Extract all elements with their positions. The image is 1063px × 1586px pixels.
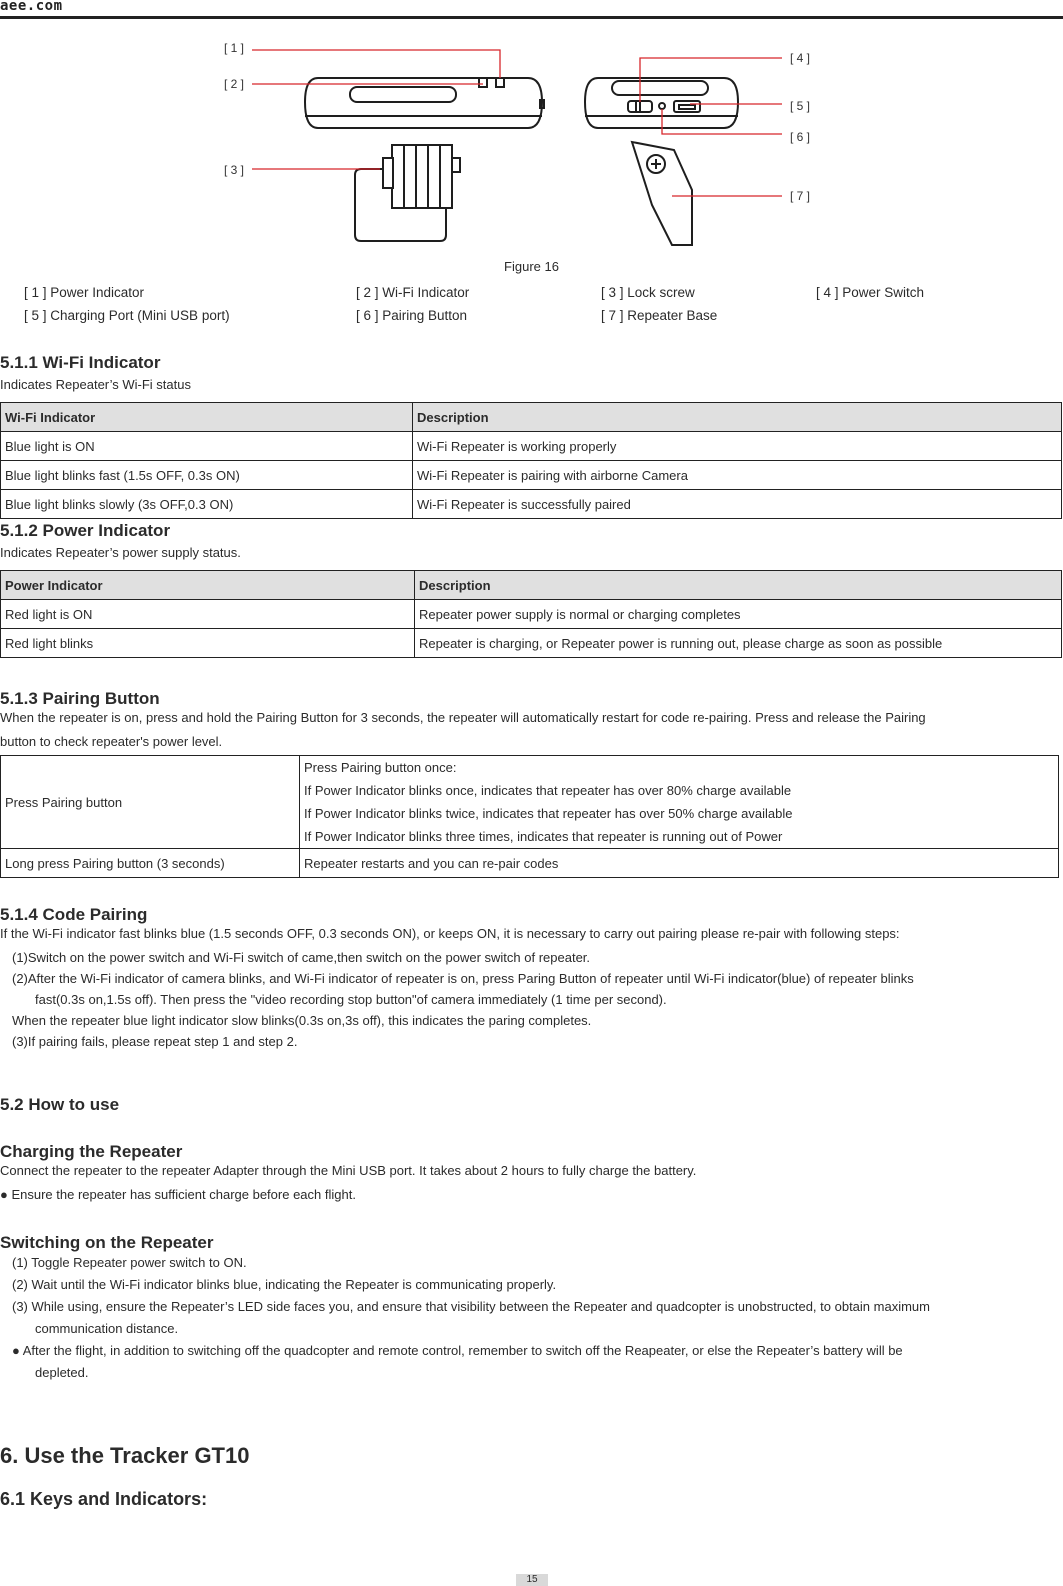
section-subtitle: Indicates Repeater’s power supply status. — [0, 545, 241, 560]
table-cell: Repeater is charging, or Repeater power is running out, please charge as soon as possible — [415, 629, 1062, 658]
step-line: (2) Wait until the Wi-Fi indicator blinks blue, indicating the Repeater is communicating properly. — [12, 1277, 557, 1292]
table-header-cell: Description — [415, 571, 1062, 600]
table-cell: Blue light blinks slowly (3s OFF,0.3 ON) — [1, 490, 413, 519]
table-row — [1, 600, 1062, 629]
header-rule — [0, 16, 1063, 19]
cell-line: Press Pairing button once: — [304, 760, 457, 775]
table-cell: Repeater power supply is normal or charging completes — [415, 600, 1062, 629]
table-header-cell: Wi-Fi Indicator — [1, 403, 413, 432]
section-heading: Charging the Repeater — [0, 1142, 183, 1161]
step-line: (1) Toggle Repeater power switch to ON. — [12, 1255, 247, 1270]
section-heading: 5.1.4 Code Pairing — [0, 905, 148, 924]
table-row — [1, 490, 1062, 519]
legend-item: [ 4 ] Power Switch — [816, 285, 925, 300]
callout-7-label: [ 7 ] — [790, 189, 811, 203]
step-line: (1)Switch on the power switch and Wi-Fi switch of came,then switch on the power switch of repeater. — [12, 950, 591, 965]
section-heading: 5.1.3 Pairing Button — [0, 689, 160, 708]
bullet-line: depleted. — [35, 1365, 89, 1380]
table-cell: Repeater restarts and you can re-pair codes — [300, 849, 1059, 878]
table-row — [1, 629, 1062, 658]
step-line: fast(0.3s on,1.5s off). Then press the "video recording stop button"of camera immediately (1 time per second). — [35, 992, 667, 1007]
bullet-line: ● After the flight, in addition to switching off the quadcopter and remote control, remember to switch off the Reapeater, or else the Repeater’s battery will be — [12, 1343, 903, 1358]
table-cell: Wi-Fi Repeater is working properly — [413, 432, 1062, 461]
cell-line: If Power Indicator blinks twice, indicates that repeater has over 50% charge available — [304, 806, 793, 821]
callout-4-label: [ 4 ] — [790, 51, 811, 65]
table-cell: Red light blinks — [1, 629, 415, 658]
brand-logo-text: aee.com — [0, 0, 63, 14]
wifi-indicator-table — [0, 402, 1062, 519]
page-number: 15 — [516, 1574, 548, 1586]
legend-item: [ 3 ] Lock screw — [601, 285, 695, 300]
step-line: (3) While using, ensure the Repeater’s LED side faces you, and ensure that visibility between the Repeater and quadcopter is unobstructed, to obtain maximum — [12, 1299, 930, 1314]
callout-5-label: [ 5 ] — [790, 99, 811, 113]
section-subtitle: Indicates Repeater’s Wi-Fi status — [0, 377, 191, 392]
table-cell: Red light is ON — [1, 600, 415, 629]
legend-item: [ 6 ] Pairing Button — [356, 308, 468, 323]
table-cell: Press Pairing button — [1, 756, 300, 849]
step-line: (2)After the Wi-Fi indicator of camera blinks, and Wi-Fi indicator of repeater is on, press Paring Button of repeater until Wi-Fi indicator(blue) of repeater blinks — [12, 971, 914, 986]
chapter-heading: 6. Use the Tracker GT10 — [0, 1443, 250, 1468]
power-indicator-table — [0, 570, 1062, 658]
paragraph-line: Connect the repeater to the repeater Adapter through the Mini USB port. It takes about 2 hours to fully charge the battery. — [0, 1163, 697, 1178]
step-line: communication distance. — [35, 1321, 179, 1336]
table-cell — [300, 756, 1059, 849]
section-heading: 5.1.2 Power Indicator — [0, 521, 171, 540]
section-heading: 6.1 Keys and Indicators: — [0, 1489, 208, 1509]
table-cell: Blue light blinks fast (1.5s OFF, 0.3s ON) — [1, 461, 413, 490]
table-row — [1, 461, 1062, 490]
legend-item: [ 5 ] Charging Port (Mini USB port) — [24, 308, 230, 323]
step-line: When the repeater blue light indicator slow blinks(0.3s on,3s off), this indicates the paring completes. — [12, 1013, 592, 1028]
section-heading: 5.2 How to use — [0, 1095, 120, 1114]
table-row — [1, 849, 1059, 878]
legend-item: [ 7 ] Repeater Base — [601, 308, 718, 323]
repeater-back-view — [585, 78, 738, 245]
cell-line: If Power Indicator blinks once, indicates that repeater has over 80% charge available — [304, 783, 792, 798]
table-cell: Wi-Fi Repeater is successfully paired — [413, 490, 1062, 519]
paragraph-line: If the Wi-Fi indicator fast blinks blue (1.5 seconds OFF, 0.3 seconds ON), or keeps ON, it is necessary to carry out pairing please re-pair with following steps: — [0, 926, 900, 941]
callout-2-label: [ 2 ] — [224, 77, 245, 91]
paragraph-line: button to check repeater's power level. — [0, 734, 223, 749]
section-heading: Switching on the Repeater — [0, 1233, 214, 1252]
table-cell: Long press Pairing button (3 seconds) — [1, 849, 300, 878]
repeater-front-view — [305, 78, 544, 241]
table-row — [1, 432, 1062, 461]
table-header-cell: Power Indicator — [1, 571, 415, 600]
table-header-cell: Description — [413, 403, 1062, 432]
table-cell: Wi-Fi Repeater is pairing with airborne Camera — [413, 461, 1062, 490]
paragraph-line: When the repeater is on, press and hold the Pairing Button for 3 seconds, the repeater will automatically restart for code re-pairing. Press and release the Pairing — [0, 710, 926, 725]
table-cell: Blue light is ON — [1, 432, 413, 461]
callout-6-label: [ 6 ] — [790, 130, 811, 144]
table-row — [1, 756, 1059, 849]
pairing-button-table — [0, 755, 1059, 878]
legend-item: [ 2 ] Wi-Fi Indicator — [356, 285, 470, 300]
callout-3-label: [ 3 ] — [224, 163, 245, 177]
cell-line: If Power Indicator blinks three times, indicates that repeater is running out of Power — [304, 829, 783, 844]
legend-item: [ 1 ] Power Indicator — [24, 285, 145, 300]
bullet-line: ● Ensure the repeater has sufficient charge before each flight. — [0, 1187, 356, 1202]
section-heading: 5.1.1 Wi-Fi Indicator — [0, 353, 161, 372]
repeater-diagram — [0, 30, 1063, 255]
figure-caption: Figure 16 — [504, 259, 559, 274]
callout-1-label: [ 1 ] — [224, 41, 245, 55]
step-line: (3)If pairing fails, please repeat step 1 and step 2. — [12, 1034, 298, 1049]
